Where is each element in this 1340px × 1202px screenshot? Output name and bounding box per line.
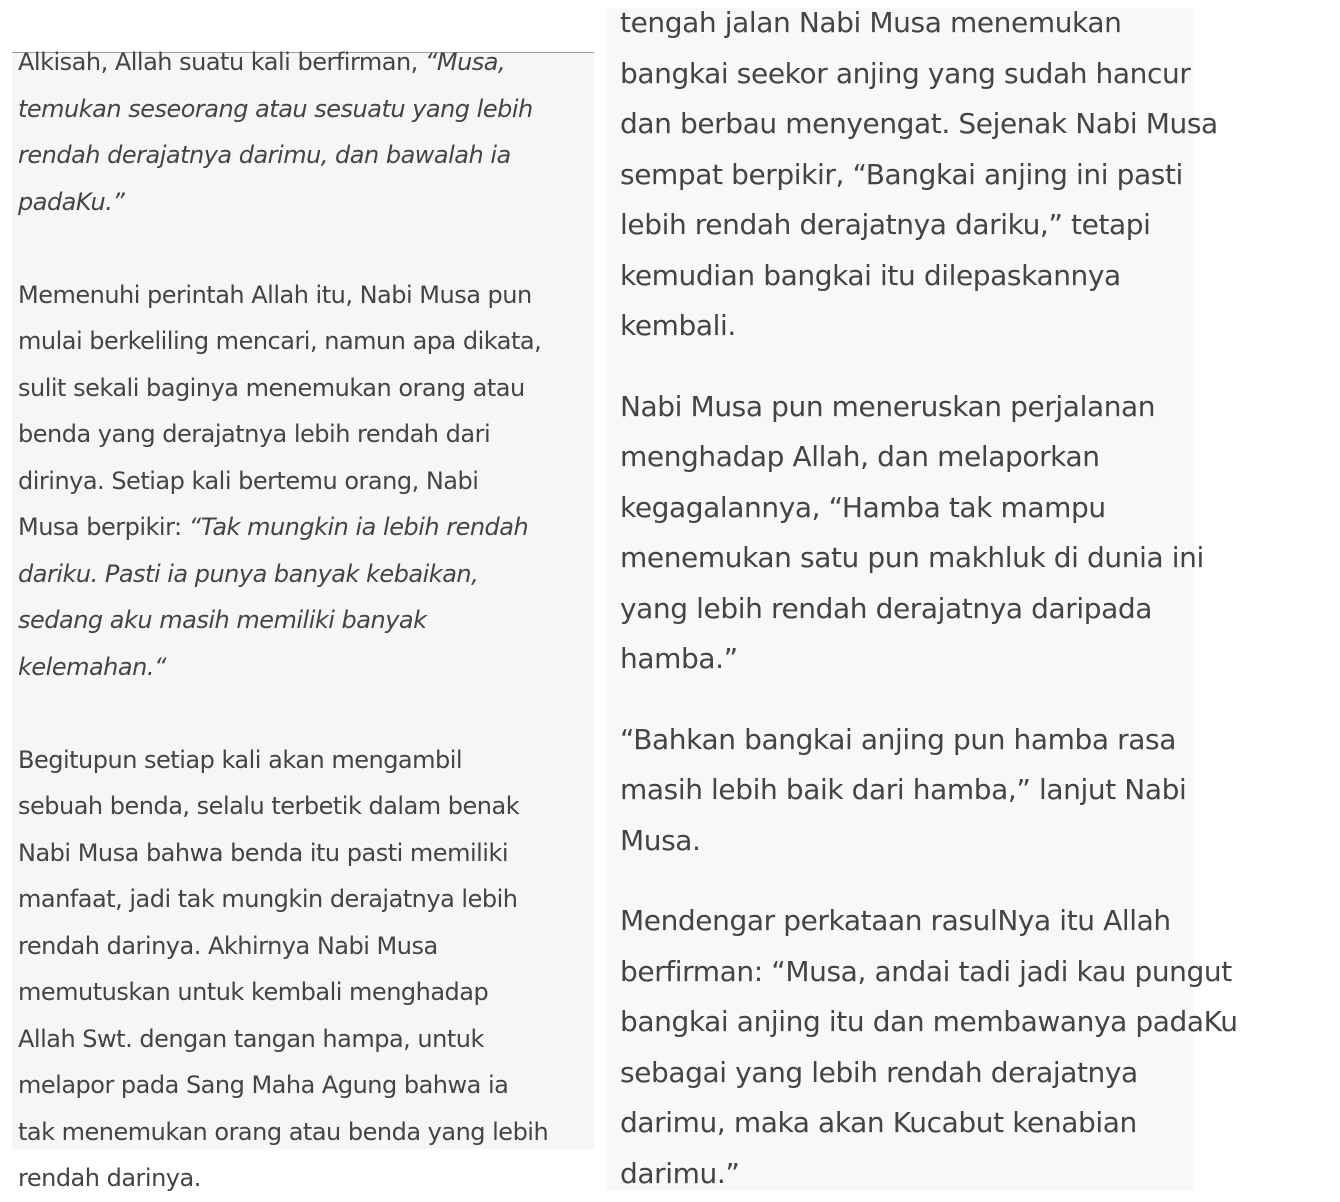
text-line: Allah Swt. dengan tangan hampa, untuk	[18, 1024, 484, 1053]
text-line: kelemahan.“	[18, 652, 166, 681]
text-line: dirinya. Setiap kali bertemu orang, Nabi	[18, 466, 479, 495]
paragraph-gap	[620, 352, 1340, 382]
right-column-screenshot	[606, 6, 1238, 1190]
text-line: melapor pada Sang Maha Agung bahwa ia	[18, 1071, 509, 1099]
text-line: dariku. Pasti ia punya banyak kebaikan,	[18, 559, 479, 588]
left-paragraph-2	[18, 272, 590, 691]
text-line: hamba.”	[620, 642, 738, 675]
text-line: menghadap Allah, dan melaporkan	[620, 440, 1100, 473]
text-line: tengah jalan Nabi Musa menemukan	[620, 6, 1122, 39]
text-line: darimu, maka akan Kucabut kenabian	[620, 1106, 1137, 1139]
text-line: Musa berpikir: “Tak mungkin ia lebih rendah	[18, 513, 529, 541]
text-line: Musa.	[620, 823, 701, 857]
text-line: memutuskan untuk kembali menghadap	[18, 978, 489, 1006]
text-line: manfaat, jadi tak mungkin derajatnya lebih	[18, 885, 518, 913]
text-line: sedang aku masih memiliki banyak	[18, 606, 427, 634]
text-line: sebuah benda, selalu terbetik dalam benak	[18, 792, 520, 820]
text-line: kegagalannya, “Hamba tak mampu	[620, 490, 1106, 524]
right-column-text	[620, 0, 1340, 1199]
text-line: sebagai yang lebih rendah derajatnya	[620, 1055, 1138, 1089]
text-line: Nabi Musa bahwa benda itu pasti memiliki	[18, 838, 509, 867]
right-paragraph-2	[620, 382, 1340, 685]
text-line: kemudian bangkai itu dilepaskannya	[620, 258, 1121, 292]
text-line: masih lebih baik dari hamba,” lanjut Nabi	[620, 773, 1187, 806]
paragraph-gap	[18, 225, 590, 272]
text-line: padaKu.”	[18, 187, 125, 216]
text-line: Alkisah, Allah suatu kali berfirman, “Musa,	[18, 48, 506, 76]
text-line: kembali.	[620, 309, 736, 342]
text-line: bangkai seekor anjing yang sudah hancur	[620, 56, 1191, 90]
text-line: temukan seseorang atau sesuatu yang lebih	[18, 94, 533, 123]
text-line: sempat berpikir, “Bangkai anjing ini pasti	[620, 157, 1183, 191]
paragraph-gap	[620, 866, 1340, 896]
paragraph-gap	[620, 685, 1340, 715]
left-paragraph-1	[18, 39, 590, 225]
text-line: dan berbau menyengat. Sejenak Nabi Musa	[620, 107, 1218, 140]
text-line: rendah darinya. Akhirnya Nabi Musa	[18, 931, 438, 960]
text-line: sulit sekali baginya menemukan orang atau	[18, 373, 525, 402]
right-paragraph-4	[620, 896, 1340, 1199]
text-line: mulai berkeliling mencari, namun apa dikata,	[18, 327, 542, 355]
right-paragraph-1	[620, 0, 1340, 352]
text-line: yang lebih rendah derajatnya daripada	[620, 591, 1153, 625]
text-line: Mendengar perkataan rasulNya itu Allah	[620, 904, 1171, 937]
text-line: rendah derajatnya darimu, dan bawalah ia	[18, 141, 511, 169]
text-line: darimu.”	[620, 1156, 740, 1190]
text-line: benda yang derajatnya lebih rendah dari	[18, 420, 491, 448]
text-line: bangkai anjing itu dan membawanya padaKu	[620, 1005, 1238, 1038]
text-line: Begitupun setiap kali akan mengambil	[18, 745, 463, 774]
text-line: rendah darinya.	[18, 1164, 201, 1192]
text-line: menemukan satu pun makhluk di dunia ini	[620, 541, 1204, 574]
text-line: lebih rendah derajatnya dariku,” tetapi	[620, 208, 1151, 241]
right-paragraph-3	[620, 715, 1340, 867]
left-column-text	[18, 39, 590, 1202]
text-line: “Bahkan bangkai anjing pun hamba rasa	[620, 722, 1176, 756]
left-column-screenshot	[12, 48, 594, 1192]
text-line: Nabi Musa pun meneruskan perjalanan	[620, 389, 1156, 423]
paragraph-gap	[18, 690, 590, 737]
text-line: Memenuhi perintah Allah itu, Nabi Musa pun	[18, 280, 532, 309]
left-paragraph-3	[18, 737, 590, 1202]
text-line: berfirman: “Musa, andai tadi jadi kau pungut	[620, 954, 1232, 988]
text-line: tak menemukan orang atau benda yang lebih	[18, 1117, 549, 1146]
